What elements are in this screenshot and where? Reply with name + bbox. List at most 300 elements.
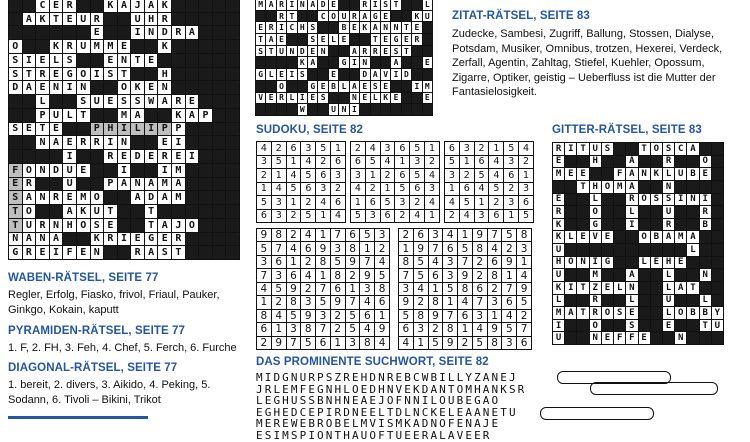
grid-cell: L	[50, 54, 63, 67]
grid-cell: H	[158, 68, 171, 81]
grid-cell: L	[663, 269, 674, 281]
sudoku-cell: 9	[257, 229, 271, 241]
sudoku-cell: 5	[504, 142, 518, 155]
grid-cell: A	[145, 178, 158, 191]
grid-cell	[651, 307, 662, 319]
sudoku-cell: 1	[460, 156, 474, 169]
grid-cell	[565, 206, 576, 218]
sudoku-cell: 1	[458, 323, 472, 335]
grid-cell: L	[687, 244, 698, 256]
grid-cell: E	[63, 13, 76, 26]
grid-cell: E	[663, 320, 674, 332]
grid-cell	[614, 295, 625, 307]
sudoku-cell: 4	[360, 323, 374, 335]
sudoku-cell: 3	[301, 296, 315, 308]
grid-cell	[700, 181, 711, 193]
grid-cell: S	[77, 95, 90, 108]
sudoku-cell: 5	[399, 310, 413, 322]
grid-cell: T	[391, 0, 400, 10]
grid-cell	[412, 57, 421, 68]
grid-cell	[614, 244, 625, 256]
grid-cell	[145, 136, 158, 149]
grid-cell	[91, 150, 104, 163]
grid-cell	[308, 69, 317, 80]
sudoku-cell: 5	[272, 156, 286, 169]
sudoku-cell: 3	[351, 169, 365, 182]
sudoku-cell: 7	[257, 269, 271, 281]
grid-cell	[226, 150, 239, 163]
sudoku-cell: 2	[351, 142, 365, 155]
sudoku-cell: 2	[381, 169, 395, 182]
crossword-left-grid	[8, 0, 240, 260]
grid-cell	[423, 34, 432, 45]
sudoku-cell: 6	[346, 229, 360, 241]
grid-cell: T	[145, 205, 158, 218]
sudoku-cell: 8	[301, 323, 315, 335]
grid-cell	[256, 11, 265, 22]
grid-cell: P	[104, 178, 117, 191]
diagonal-title: DIAGONAL-RÄTSEL, SEITE 77	[8, 362, 178, 374]
grid-cell	[226, 191, 239, 204]
grid-cell: S	[131, 95, 144, 108]
grid-cell: E	[402, 34, 411, 45]
grid-cell	[687, 332, 698, 344]
grid-cell	[553, 181, 564, 193]
grid-cell	[577, 194, 588, 206]
grid-cell: P	[91, 123, 104, 136]
grid-cell: U	[63, 178, 76, 191]
sudoku-cell: 3	[257, 256, 271, 268]
sudoku-cell: 1	[475, 196, 489, 209]
grid-cell: G	[63, 68, 76, 81]
grid-cell	[602, 168, 613, 180]
grid-cell: N	[339, 104, 348, 115]
sudoku-cell: 5	[475, 169, 489, 182]
grid-cell: K	[131, 81, 144, 94]
grid-cell	[639, 269, 650, 281]
grid-cell: I	[565, 282, 576, 294]
sudoku-cell: 9	[272, 337, 286, 349]
sudoku-cell: 1	[360, 242, 374, 254]
grid-cell: O	[91, 191, 104, 204]
grid-cell: H	[663, 257, 674, 269]
sudoku-cell: 7	[399, 269, 413, 281]
sudoku-cell: 9	[287, 283, 301, 295]
grid-cell	[663, 244, 674, 256]
grid-cell	[226, 136, 239, 149]
grid-cell: M	[77, 191, 90, 204]
grid-cell	[23, 136, 36, 149]
grid-cell: A	[675, 282, 686, 294]
grid-cell	[318, 104, 327, 115]
grid-cell: E	[423, 93, 432, 104]
sudoku-cell: 5	[331, 256, 345, 268]
grid-cell: H	[553, 257, 564, 269]
grid-cell	[226, 95, 239, 108]
grid-cell	[412, 104, 421, 115]
grid-cell: S	[308, 34, 317, 45]
grid-cell	[712, 156, 723, 168]
sudoku-cell: 8	[287, 296, 301, 308]
grid-cell: O	[602, 181, 613, 193]
grid-cell: J	[172, 219, 185, 232]
grid-cell: I	[23, 54, 36, 67]
grid-cell	[213, 164, 226, 177]
grid-cell: O	[639, 231, 650, 243]
grid-cell: H	[590, 156, 601, 168]
grid-cell	[226, 109, 239, 122]
sudoku-cell: 2	[414, 296, 428, 308]
sudoku-cell: 3	[410, 156, 424, 169]
grid-cell: N	[50, 81, 63, 94]
grid-cell	[199, 164, 212, 177]
sudoku-cell: 4	[399, 337, 413, 349]
grid-cell: R	[131, 246, 144, 259]
sudoku-cell: 3	[257, 156, 271, 169]
sudoku-cell: 2	[425, 156, 439, 169]
sudoku-cell: 3	[519, 183, 533, 196]
sudoku-cell: 8	[414, 310, 428, 322]
grid-cell	[172, 0, 185, 12]
grid-cell: N	[50, 219, 63, 232]
grid-cell	[226, 233, 239, 246]
sudoku-cell: 4	[443, 229, 457, 241]
sudoku-cell: 5	[301, 210, 315, 223]
grid-cell: R	[63, 40, 76, 53]
sudoku-cell: 1	[429, 283, 443, 295]
grid-cell: M	[172, 164, 185, 177]
sudoku-cell: 5	[272, 283, 286, 295]
grid-cell	[402, 93, 411, 104]
grid-cell: E	[36, 54, 49, 67]
grid-cell	[23, 109, 36, 122]
grid-cell: S	[614, 307, 625, 319]
grid-cell: A	[131, 109, 144, 122]
grid-cell: U	[63, 164, 76, 177]
grid-cell: E	[158, 233, 171, 246]
grid-cell	[712, 143, 723, 155]
grid-cell: T	[172, 246, 185, 259]
grid-cell: P	[158, 123, 171, 136]
grid-cell: N	[590, 332, 601, 344]
grid-cell: E	[77, 164, 90, 177]
grid-cell	[675, 206, 686, 218]
grid-cell	[614, 269, 625, 281]
grid-cell: K	[412, 11, 421, 22]
grid-cell: O	[23, 164, 36, 177]
sudoku-cell: 5	[346, 323, 360, 335]
grid-cell: C	[36, 0, 49, 12]
grid-cell: G	[256, 69, 265, 80]
grid-cell	[186, 205, 199, 218]
grid-cell: R	[412, 34, 421, 45]
grid-cell: R	[590, 307, 601, 319]
grid-cell: L	[371, 93, 380, 104]
grid-cell: G	[391, 34, 400, 45]
grid-cell: M	[118, 109, 131, 122]
grid-cell	[712, 181, 723, 193]
grid-cell	[602, 206, 613, 218]
grid-cell	[277, 104, 286, 115]
sudoku-cell: 2	[429, 323, 443, 335]
grid-cell: R	[277, 0, 286, 10]
grid-cell	[199, 178, 212, 191]
grid-cell: I	[91, 68, 104, 81]
sudoku-cell: 5	[458, 242, 472, 254]
grid-cell: R	[700, 206, 711, 218]
grid-cell: K	[553, 282, 564, 294]
sudoku-cell: 3	[272, 269, 286, 281]
waben-text: Regler, Erfolg, Fiasko, frivol, Friaul, Pauker, Ginkgo, Kokain, kaputt	[8, 289, 220, 316]
grid-cell	[712, 269, 723, 281]
sudoku-cell: 9	[301, 310, 315, 322]
grid-cell: S	[158, 246, 171, 259]
grid-cell	[614, 320, 625, 332]
grid-cell: H	[104, 123, 117, 136]
grid-cell: T	[104, 205, 117, 218]
sudoku-cell: 8	[488, 269, 502, 281]
sudoku-cell: 1	[425, 210, 439, 223]
grid-cell	[687, 320, 698, 332]
grid-cell: M	[158, 178, 171, 191]
grid-cell	[565, 332, 576, 344]
grid-cell: K	[50, 40, 63, 53]
grid-cell: F	[63, 246, 76, 259]
sudoku-cell: 9	[360, 269, 374, 281]
grid-cell: L	[36, 95, 49, 108]
grid-cell: A	[308, 57, 317, 68]
grid-cell	[339, 46, 348, 57]
grid-cell	[381, 104, 390, 115]
sudoku-cell: 4	[287, 242, 301, 254]
grid-cell: S	[118, 95, 131, 108]
grid-cell	[172, 205, 185, 218]
grid-cell: N	[158, 81, 171, 94]
grid-cell: A	[118, 0, 131, 12]
sudoku-cell: 4	[460, 210, 474, 223]
diagonal-text: 1. bereit, 2. divers, 3. Aikido, 4. Peking, 5. Sodann, 6. Tivoli – Bikini, Trikot	[8, 379, 211, 406]
sudoku-cell: 5	[429, 337, 443, 349]
grid-cell	[626, 257, 637, 269]
grid-cell: C	[318, 11, 327, 22]
sudoku-cell: 4	[410, 210, 424, 223]
grid-cell: T	[402, 22, 411, 33]
grid-cell: T	[577, 143, 588, 155]
grid-cell: U	[91, 205, 104, 218]
grid-cell: T	[402, 46, 411, 57]
grid-cell	[199, 219, 212, 232]
grid-cell	[63, 123, 76, 136]
sudoku-cell: 2	[316, 156, 330, 169]
sudoku-cell: 1	[272, 169, 286, 182]
grid-cell: E	[639, 332, 650, 344]
sudoku-cell: 2	[375, 242, 389, 254]
grid-cell	[213, 205, 226, 218]
sudoku-cell: 8	[473, 242, 487, 254]
sudoku-cell: 6	[502, 296, 516, 308]
grid-cell: B	[700, 219, 711, 231]
grid-cell: F	[614, 168, 625, 180]
grid-cell	[23, 95, 36, 108]
grid-cell: N	[350, 93, 359, 104]
grid-cell	[186, 40, 199, 53]
sudoku-cell: 5	[395, 183, 409, 196]
sudoku-cell: 3	[346, 337, 360, 349]
grid-cell	[639, 320, 650, 332]
grid-cell	[577, 295, 588, 307]
grid-cell: S	[626, 320, 637, 332]
grid-cell	[213, 40, 226, 53]
sudoku-cell: 4	[489, 156, 503, 169]
grid-cell: R	[277, 11, 286, 22]
sudoku-cell: 4	[257, 283, 271, 295]
sudoku-cell: 9	[375, 323, 389, 335]
grid-cell	[186, 0, 199, 12]
sudoku-cell: 6	[395, 142, 409, 155]
grid-cell: E	[360, 93, 369, 104]
sudoku-cell: 9	[346, 256, 360, 268]
grid-cell	[186, 136, 199, 149]
grid-cell	[360, 34, 369, 45]
grid-cell: D	[402, 69, 411, 80]
sudoku-cell: 6	[351, 156, 365, 169]
sudoku-cell: 9	[473, 229, 487, 241]
grid-cell	[226, 205, 239, 218]
grid-cell	[145, 40, 158, 53]
grid-cell	[266, 81, 275, 92]
grid-cell	[226, 13, 239, 26]
grid-cell	[77, 233, 90, 246]
grid-cell	[226, 123, 239, 136]
grid-cell: R	[23, 178, 36, 191]
grid-cell	[651, 219, 662, 231]
sudoku-cell: 5	[519, 210, 533, 223]
sudoku-cell: 7	[346, 296, 360, 308]
grid-cell	[226, 0, 239, 12]
grid-cell: T	[700, 320, 711, 332]
bottom-rule	[8, 416, 148, 419]
grid-cell	[298, 81, 307, 92]
grid-cell	[675, 295, 686, 307]
grid-cell: E	[63, 136, 76, 149]
grid-cell	[199, 233, 212, 246]
grid-cell: A	[186, 26, 199, 39]
grid-cell: K	[553, 219, 564, 231]
grid-cell	[287, 81, 296, 92]
grid-cell	[199, 150, 212, 163]
grid-cell: M	[256, 0, 265, 10]
grid-cell: E	[329, 0, 338, 10]
grid-cell	[199, 191, 212, 204]
grid-cell	[651, 156, 662, 168]
grid-cell: O	[590, 206, 601, 218]
grid-cell: I	[131, 26, 144, 39]
grid-cell	[77, 0, 90, 12]
grid-cell: A	[158, 219, 171, 232]
grid-cell: L	[663, 307, 674, 319]
grid-cell: T	[50, 13, 63, 26]
grid-cell: A	[687, 143, 698, 155]
suchwort-row: EGHEDCEPIRDNEELTDLNCKELEAANETU	[256, 405, 518, 419]
grid-cell	[23, 150, 36, 163]
sudoku-cell: 7	[458, 256, 472, 268]
grid-cell	[256, 57, 265, 68]
grid-cell: A	[158, 95, 171, 108]
grid-cell	[602, 219, 613, 231]
grid-cell	[687, 257, 698, 269]
sudoku-cell: 8	[316, 256, 330, 268]
sudoku-cell: 4	[366, 142, 380, 155]
grid-cell: A	[266, 34, 275, 45]
grid-cell: G	[308, 81, 317, 92]
grid-cell: N	[318, 46, 327, 57]
grid-cell	[402, 104, 411, 115]
grid-cell	[639, 206, 650, 218]
grid-cell	[614, 219, 625, 231]
grid-cell	[104, 164, 117, 177]
grid-cell	[199, 123, 212, 136]
grid-cell	[213, 109, 226, 122]
grid-cell	[131, 40, 144, 53]
grid-cell: E	[172, 150, 185, 163]
grid-cell	[77, 54, 90, 67]
sudoku-cell: 5	[410, 142, 424, 155]
grid-cell: T	[9, 219, 22, 232]
grid-cell: I	[298, 93, 307, 104]
grid-cell: I	[118, 233, 131, 246]
grid-cell	[700, 244, 711, 256]
grid-cell	[77, 150, 90, 163]
sudoku-cell: 1	[519, 169, 533, 182]
grid-cell	[412, 46, 421, 57]
grid-cell	[391, 81, 400, 92]
grid-cell: T	[577, 282, 588, 294]
grid-cell: U	[131, 13, 144, 26]
grid-cell: A	[50, 233, 63, 246]
grid-cell: S	[63, 54, 76, 67]
sudoku-cell: 8	[346, 242, 360, 254]
sudoku-cell: 1	[287, 196, 301, 209]
grid-cell	[91, 54, 104, 67]
grid-cell: E	[186, 95, 199, 108]
grid-cell	[626, 244, 637, 256]
grid-cell: P	[36, 109, 49, 122]
grid-cell	[213, 13, 226, 26]
grid-cell: L	[565, 231, 576, 243]
sudoku-cell: 2	[445, 210, 459, 223]
sudoku-cell: 1	[504, 210, 518, 223]
grid-cell	[199, 246, 212, 259]
grid-cell: R	[63, 0, 76, 12]
grid-cell: L	[553, 295, 564, 307]
grid-cell	[298, 11, 307, 22]
grid-cell: T	[256, 34, 265, 45]
grid-cell: L	[339, 81, 348, 92]
sudoku-title: SUDOKU, SEITE 82	[256, 124, 364, 136]
grid-cell: U	[23, 219, 36, 232]
grid-cell: I	[158, 164, 171, 177]
grid-cell: E	[329, 69, 338, 80]
grid-cell: A	[626, 156, 637, 168]
sudoku-cell: 2	[399, 229, 413, 241]
grid-cell	[602, 320, 613, 332]
grid-cell: S	[91, 219, 104, 232]
sudoku-cell: 5	[346, 310, 360, 322]
sudoku-cell: 5	[316, 142, 330, 155]
sudoku-cell: 5	[360, 229, 374, 241]
sudoku-cell: 5	[351, 210, 365, 223]
sudoku-cell: 3	[517, 242, 531, 254]
